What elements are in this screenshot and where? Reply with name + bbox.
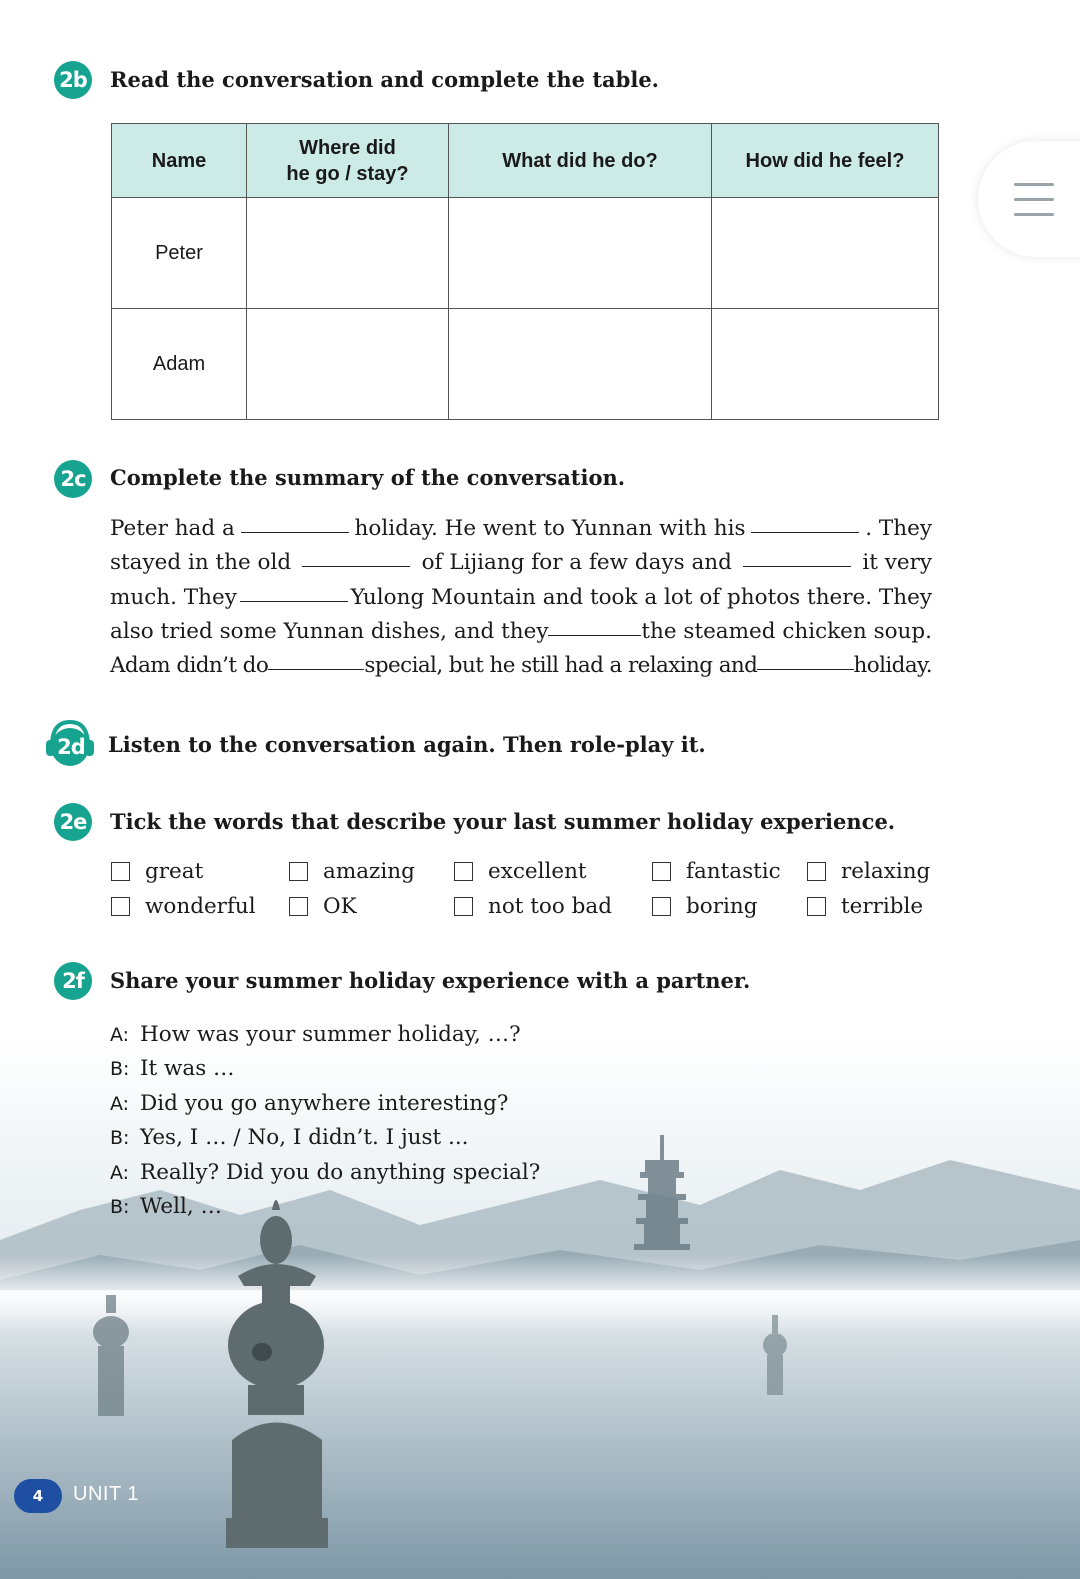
dialogue-line: A: How was your summer holiday, …?	[110, 1022, 521, 1047]
section-badge-2c: 2c	[54, 460, 92, 498]
fill-blank[interactable]	[751, 512, 859, 533]
section-badge-2e: 2e	[54, 803, 92, 841]
fill-blank[interactable]	[548, 615, 641, 636]
row-name-adam: Adam	[112, 309, 247, 420]
dialogue-line: B: Yes, I … / No, I didn’t. I just ...	[110, 1125, 469, 1150]
dialogue-line: A: Really? Did you do anything special?	[110, 1160, 541, 1185]
tick-option[interactable]: boring	[652, 894, 757, 919]
cell-blank[interactable]	[712, 198, 939, 309]
fill-blank[interactable]	[757, 649, 853, 670]
menu-icon	[1014, 183, 1054, 186]
checkbox[interactable]	[111, 862, 130, 881]
tick-option[interactable]: terrible	[807, 894, 923, 919]
checkbox[interactable]	[652, 862, 671, 881]
dialogue-line: B: Well, …	[110, 1194, 222, 1219]
fill-blank[interactable]	[743, 546, 851, 567]
checkbox[interactable]	[807, 862, 826, 881]
dialogue-line: A: Did you go anywhere interesting?	[110, 1091, 509, 1116]
checkbox[interactable]	[289, 862, 308, 881]
fill-blank[interactable]	[302, 546, 410, 567]
cell-blank[interactable]	[712, 309, 939, 420]
section-title-2b: Read the conversation and complete the table.	[110, 67, 659, 92]
summary-line: Peter had a holiday. He went to Yunnan with his . They	[110, 512, 932, 546]
section-badge-2d: 2d	[57, 735, 85, 759]
tick-option[interactable]: OK	[289, 894, 357, 919]
checkbox[interactable]	[807, 897, 826, 916]
header-where: Where did he go / stay?	[247, 124, 449, 198]
tick-option[interactable]: relaxing	[807, 859, 930, 884]
fill-blank[interactable]	[241, 512, 349, 533]
section-badge-2f: 2f	[54, 962, 92, 1000]
cell-blank[interactable]	[449, 309, 712, 420]
section-badge-2b: 2b	[54, 61, 92, 99]
checkbox[interactable]	[652, 897, 671, 916]
summary-line: much. They Yulong Mountain and took a lot of photos there. They	[110, 581, 932, 615]
tick-option[interactable]: excellent	[454, 859, 587, 884]
tick-option[interactable]: wonderful	[111, 894, 256, 919]
row-name-peter: Peter	[112, 198, 247, 309]
tick-option[interactable]: amazing	[289, 859, 415, 884]
tick-option[interactable]: great	[111, 859, 203, 884]
section-title-2f: Share your summer holiday experience with a partner.	[110, 968, 751, 993]
dialogue-line: B: It was …	[110, 1056, 235, 1081]
side-menu-button[interactable]	[978, 141, 1080, 257]
cell-blank[interactable]	[449, 198, 712, 309]
cell-blank[interactable]	[247, 198, 449, 309]
unit-label: UNIT 1	[73, 1483, 139, 1505]
fill-blank[interactable]	[268, 649, 364, 670]
summary-line: also tried some Yunnan dishes, and they the steamed chicken soup.	[110, 615, 932, 649]
page-number: 4	[14, 1479, 62, 1513]
checkbox[interactable]	[454, 897, 473, 916]
section-title-2c: Complete the summary of the conversation.	[110, 465, 626, 490]
summary-line: Adam didn’t do special, but he still had a relaxing and holiday.	[110, 649, 932, 683]
fill-blank[interactable]	[240, 581, 348, 602]
summary-paragraph	[110, 512, 932, 683]
header-what: What did he do?	[449, 124, 712, 198]
summary-line: stayed in the old of Lijiang for a few days and it very	[110, 546, 932, 580]
header-name: Name	[112, 124, 247, 198]
checkbox[interactable]	[111, 897, 130, 916]
lake-pagoda-scenery	[0, 1040, 1080, 1579]
checkbox[interactable]	[289, 897, 308, 916]
tick-option[interactable]: fantastic	[652, 859, 781, 884]
section-title-2d: Listen to the conversation again. Then role-play it.	[108, 732, 706, 757]
cell-blank[interactable]	[247, 309, 449, 420]
section-title-2e: Tick the words that describe your last summer holiday experience.	[110, 809, 896, 834]
header-how: How did he feel?	[712, 124, 939, 198]
checkbox[interactable]	[454, 862, 473, 881]
completion-table	[111, 123, 939, 420]
tick-option[interactable]: not too bad	[454, 894, 612, 919]
